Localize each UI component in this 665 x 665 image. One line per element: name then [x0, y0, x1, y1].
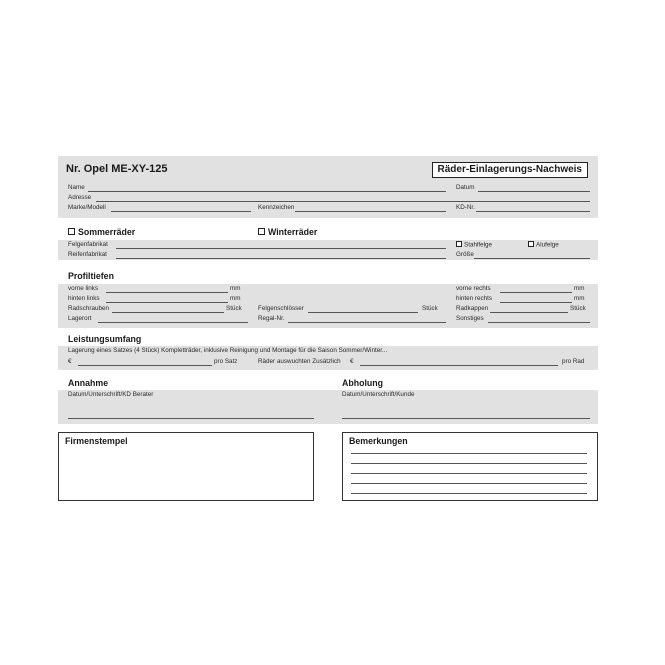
datum-field[interactable] [478, 191, 590, 192]
stahlfelge-option[interactable] [456, 242, 492, 249]
hinten-links-field[interactable] [106, 302, 228, 303]
hinten-rechts-unit: mm [574, 295, 585, 302]
kd-nr-field[interactable] [476, 211, 590, 212]
regal-nr-label: Regal-Nr. [258, 315, 285, 322]
radschrauben-unit: Stück [226, 305, 242, 312]
leistung-text: Lagerung eines Satzes (4 Stück) Kompletträder, inklusive Reinigung und Montage für die Saison Sommer/Winter... [68, 347, 388, 354]
profil-band [58, 284, 598, 328]
vorne-links-field[interactable] [106, 292, 228, 293]
abholung-signature-label: Datum/Unterschrift/Kunde [342, 391, 415, 398]
vorne-rechts-field[interactable] [500, 292, 572, 293]
regal-nr-field[interactable] [288, 322, 446, 323]
lagerort-label: Lagerort [68, 315, 92, 322]
winterraeder-label: Winterräder [268, 227, 318, 237]
hinten-links-unit: mm [230, 295, 241, 302]
marke-modell-label: Marke/Modell [68, 204, 106, 211]
radkappen-label: Radkappen [456, 305, 489, 312]
header-band [58, 156, 598, 218]
bemerkungen-line[interactable] [351, 473, 587, 474]
reifenfabrikat-label: Reifenfabrikat [68, 251, 107, 258]
felgenschloesser-label: Felgenschlösser [258, 305, 304, 312]
bemerkungen-line[interactable] [351, 483, 587, 484]
sonstiges-field[interactable] [488, 322, 590, 323]
adresse-label: Adresse [68, 194, 92, 201]
vorne-links-unit: mm [230, 285, 241, 292]
groesse-label: Größe [456, 251, 474, 258]
firmenstempel-heading: Firmenstempel [65, 436, 128, 446]
profiltiefen-heading: Profiltiefen [68, 271, 114, 281]
annahme-signature-label: Datum/Unterschrift/KD Berater [68, 391, 154, 398]
annahme-heading: Annahme [68, 378, 109, 388]
document-title: Räder-Einlagerungs-Nachweis [432, 162, 588, 178]
kd-nr-label: KD-Nr. [456, 204, 475, 211]
firmenstempel-box[interactable] [58, 432, 314, 501]
name-label: Name [68, 184, 85, 191]
vorne-rechts-label: vorne rechts [456, 285, 491, 292]
kennzeichen-label: Kennzeichen [258, 204, 295, 211]
marke-modell-field[interactable] [111, 211, 251, 212]
order-number: Nr. Opel ME-XY-125 [66, 163, 168, 175]
winterraeder-option[interactable] [258, 228, 317, 237]
abholung-heading: Abholung [342, 378, 384, 388]
stahlfelge-checkbox[interactable] [456, 241, 462, 247]
abholung-signature-field[interactable] [342, 418, 590, 419]
felgenschloesser-unit: Stück [422, 305, 438, 312]
vorne-links-label: vorne links [68, 285, 99, 292]
leistung-band [58, 346, 598, 370]
pro-satz-label: pro Satz [214, 358, 238, 365]
bemerkungen-heading: Bemerkungen [349, 436, 408, 446]
vorne-rechts-unit: mm [574, 285, 585, 292]
sommerraeder-label: Sommerräder [78, 227, 136, 237]
bemerkungen-line[interactable] [351, 453, 587, 454]
radkappen-unit: Stück [570, 305, 586, 312]
sonstiges-label: Sonstiges [456, 315, 484, 322]
datum-label: Datum [456, 184, 475, 191]
hinten-rechts-label: hinten rechts [456, 295, 493, 302]
kennzeichen-field[interactable] [295, 211, 446, 212]
felgenschloesser-field[interactable] [308, 312, 418, 313]
alufelge-label: Alufelge [536, 241, 559, 249]
bemerkungen-line[interactable] [351, 463, 587, 464]
winterraeder-checkbox[interactable] [258, 228, 265, 235]
auswuchten-label: Räder auswuchten Zusätzlich [258, 358, 341, 365]
bemerkungen-box[interactable] [342, 432, 598, 501]
stahlfelge-label: Stahlfelge [464, 241, 493, 249]
signature-band [58, 390, 598, 424]
lagerort-field[interactable] [98, 322, 248, 323]
groesse-field[interactable] [474, 258, 590, 259]
preis-satz-field[interactable] [78, 365, 212, 366]
sommerraeder-option[interactable] [68, 228, 135, 237]
radschrauben-label: Radschrauben [68, 305, 109, 312]
alufelge-checkbox[interactable] [528, 241, 534, 247]
sommerraeder-checkbox[interactable] [68, 228, 75, 235]
felgenfabrikat-label: Felgenfabrikat [68, 241, 108, 248]
alufelge-option[interactable] [528, 242, 559, 249]
bemerkungen-line[interactable] [351, 493, 587, 494]
felgenfabrikat-field[interactable] [116, 248, 446, 249]
radschrauben-field[interactable] [112, 312, 224, 313]
adresse-field[interactable] [96, 201, 590, 202]
raeder-band [58, 240, 598, 260]
reifenfabrikat-field[interactable] [116, 258, 446, 259]
hinten-rechts-field[interactable] [500, 302, 572, 303]
euro-satz-symbol: € [68, 358, 72, 365]
radkappen-field[interactable] [490, 312, 568, 313]
wheel-storage-form [58, 156, 598, 446]
euro-rad-symbol: € [350, 358, 354, 365]
hinten-links-label: hinten links [68, 295, 100, 302]
preis-rad-field[interactable] [360, 365, 558, 366]
annahme-signature-field[interactable] [68, 418, 314, 419]
name-field[interactable] [88, 191, 446, 192]
pro-rad-label: pro Rad [562, 358, 585, 365]
leistungsumfang-heading: Leistungsumfang [68, 334, 142, 344]
